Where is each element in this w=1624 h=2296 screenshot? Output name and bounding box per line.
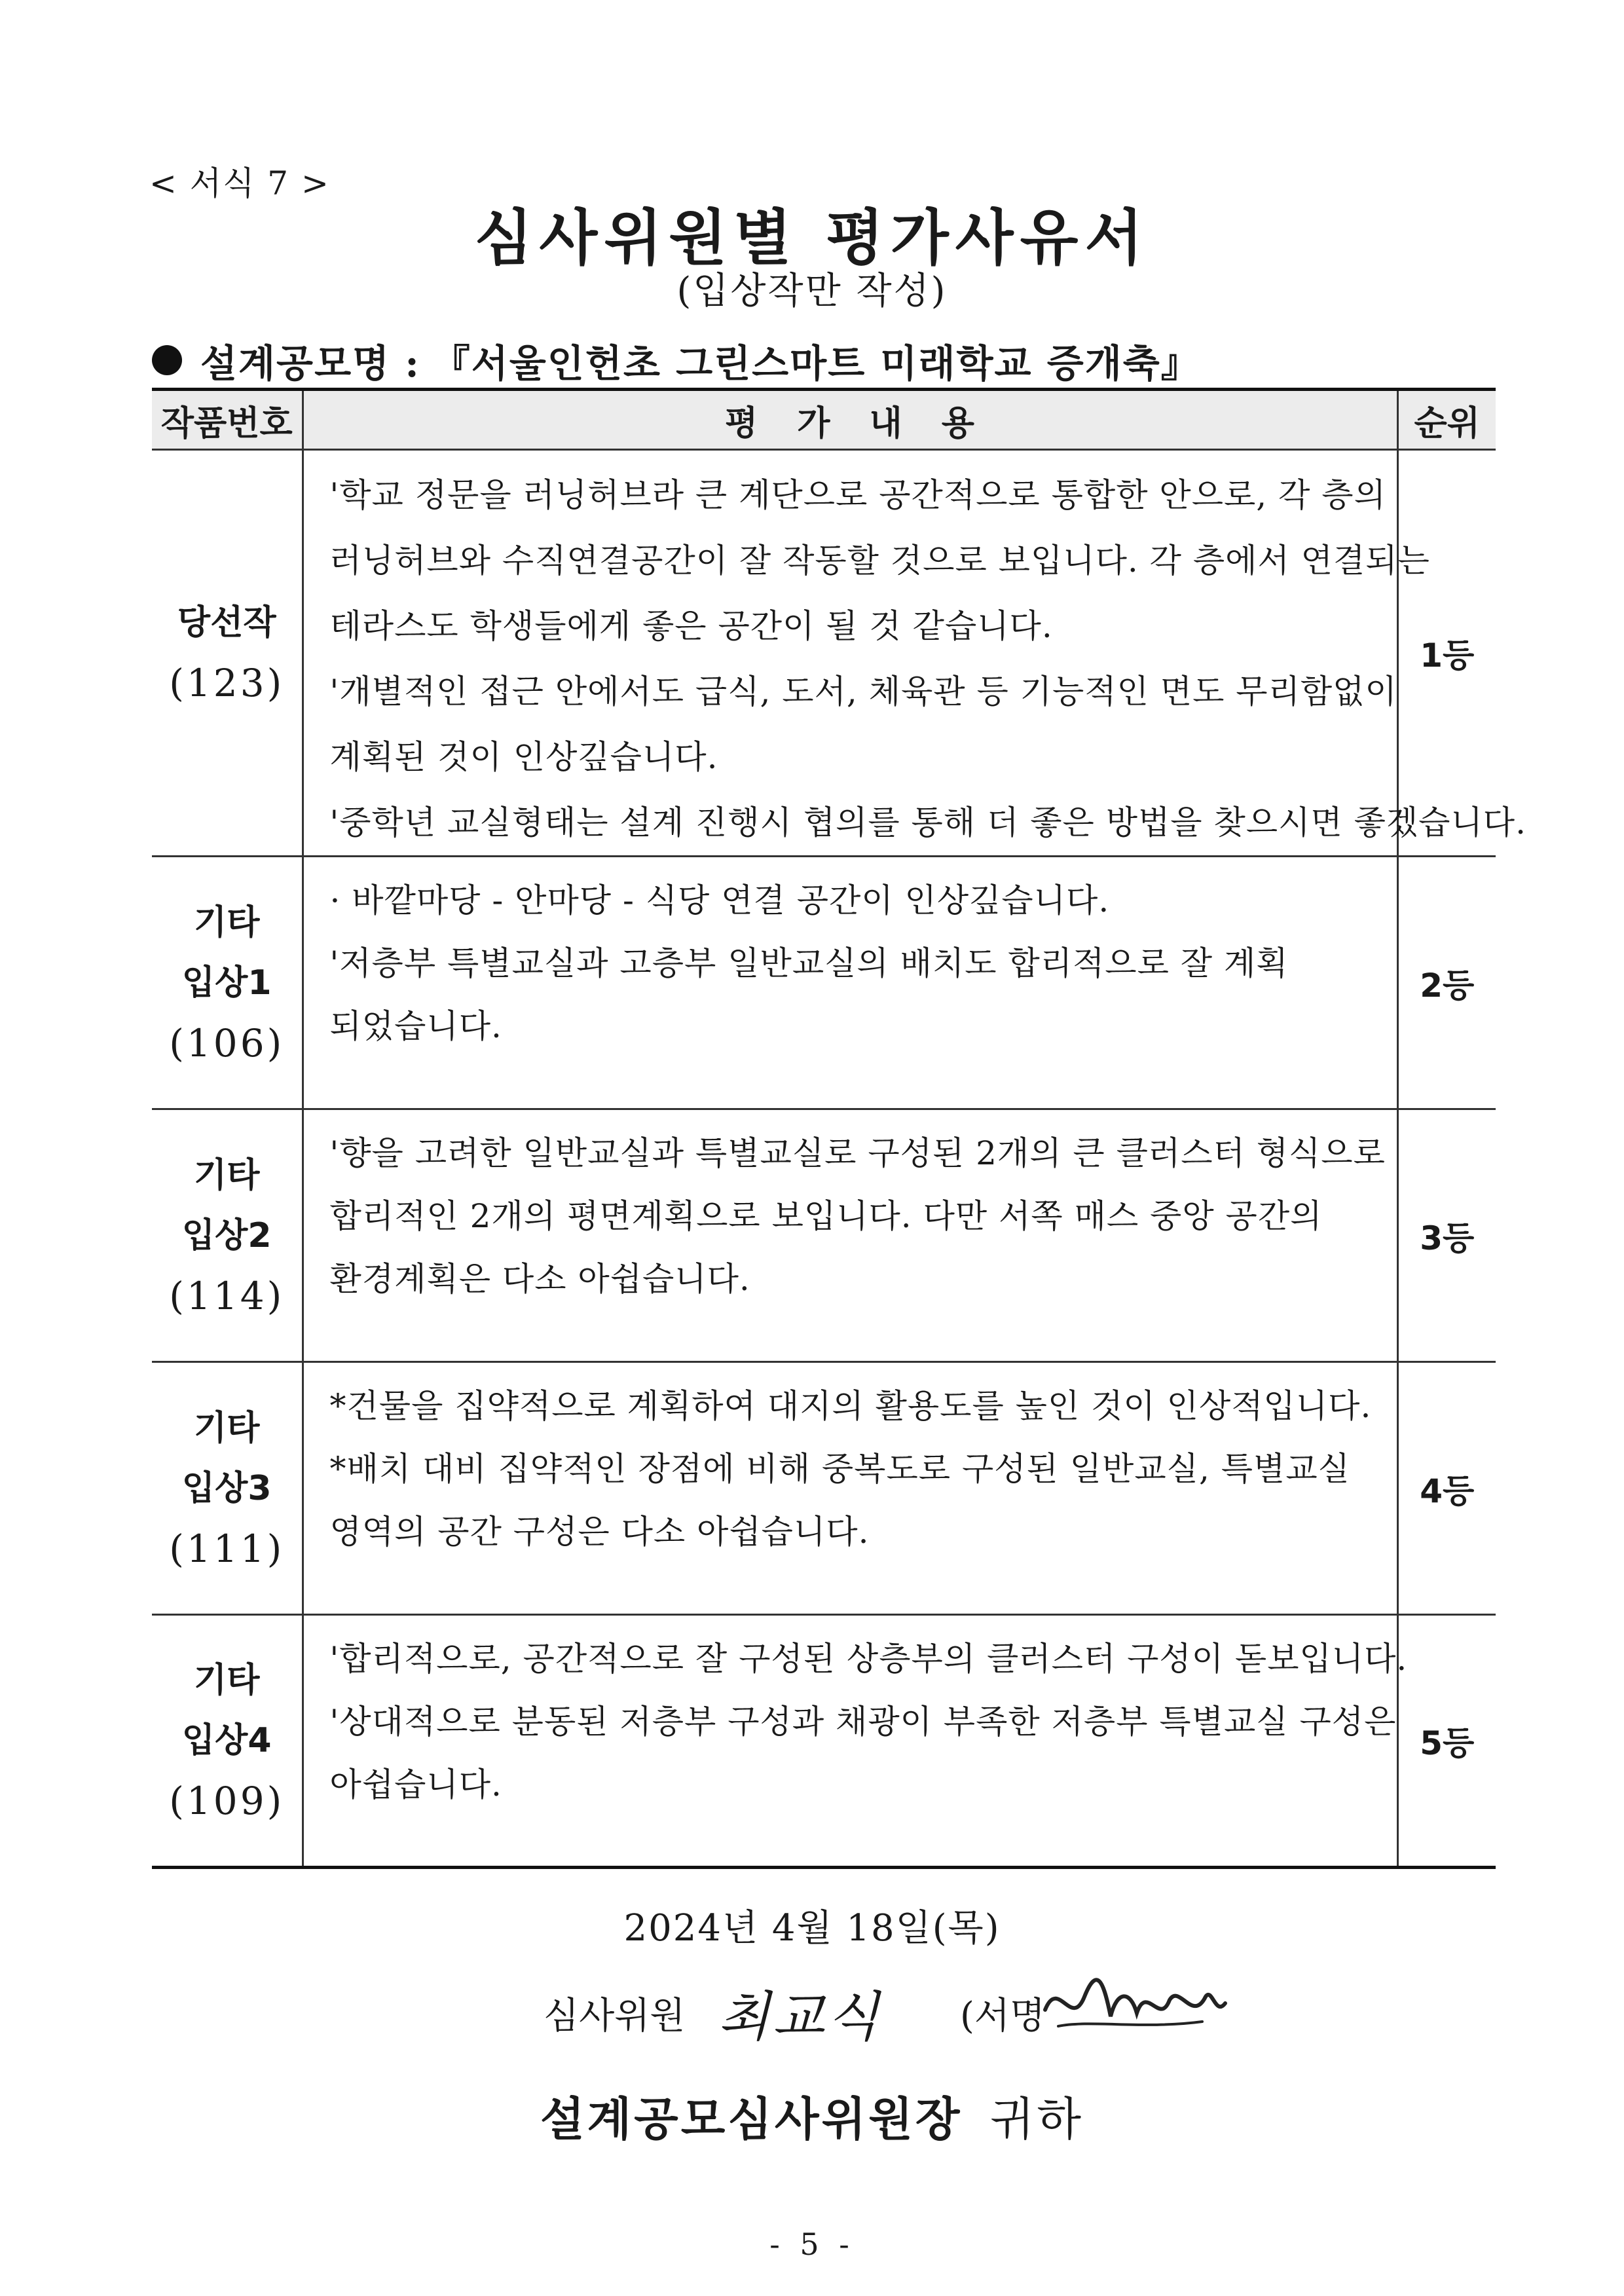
content-line: '상대적으로 분동된 저층부 구성과 채광이 부족한 저층부 특별교실 구성은	[329, 1703, 1397, 1741]
rank-cell: 2등	[1397, 857, 1496, 1109]
addressee	[0, 2083, 1624, 2149]
header-entry-no: 작품번호	[152, 390, 303, 450]
entry-number: (109)	[169, 1779, 285, 1823]
content-line: 되었습니다.	[329, 1007, 502, 1045]
entry-cell	[152, 1362, 303, 1615]
entry-cell	[152, 857, 303, 1109]
table-row	[152, 857, 1496, 1109]
sign-label: (서명	[960, 1994, 1046, 2037]
project-name: 『서울인헌초 그린스마트 미래학교 증개축』	[432, 341, 1200, 386]
content-line: 영역의 공간 구성은 다소 아쉽습니다.	[329, 1513, 870, 1551]
entry-category: 당선작	[177, 603, 276, 642]
project-label: 설계공모명 :	[200, 341, 420, 386]
table-header-row	[152, 390, 1496, 450]
entry-number: (111)	[169, 1526, 285, 1571]
addressee-main: 설계공모심사위원장	[540, 2092, 963, 2146]
rank-cell: 3등	[1397, 1109, 1496, 1362]
content-line: 계획된 것이 인상깊습니다.	[329, 738, 718, 776]
content-cell	[303, 1362, 1397, 1615]
content-line: 아쉽습니다.	[329, 1766, 502, 1804]
content-line: '향을 고려한 일반교실과 특별교실로 구성된 2개의 큰 클러스터 형식으로	[329, 1134, 1386, 1172]
rank-cell: 1등	[1397, 450, 1496, 857]
content-line: '합리적으로, 공간적으로 잘 구성된 상층부의 클러스터 구성이 돋보입니다.	[329, 1640, 1408, 1678]
content-line: '저층부 특별교실과 고층부 일반교실의 배치도 합리적으로 잘 계획	[329, 944, 1289, 982]
form-number: < 서식 7 >	[149, 164, 330, 202]
entry-subcategory: 입상4	[181, 1721, 272, 1760]
entry-subcategory: 입상1	[181, 963, 272, 1003]
content-line: *건물을 집약적으로 계획하여 대지의 활용도를 높인 것이 인상적입니다.	[329, 1387, 1372, 1425]
content-line: 환경계획은 다소 아쉽습니다.	[329, 1260, 750, 1298]
date: 2024년 4월 18일(목)	[623, 1907, 1001, 1950]
entry-number: (123)	[169, 661, 285, 705]
content-line: 러닝허브와 수직연결공간이 잘 작동할 것으로 보입니다. 각 층에서 연결되는	[329, 542, 1430, 580]
rank-cell: 5등	[1397, 1615, 1496, 1868]
header-rank: 순위	[1397, 390, 1496, 450]
content-line: · 바깥마당 - 안마당 - 식당 연결 공간이 인상깊습니다.	[329, 881, 1110, 919]
signature-mark	[1039, 1964, 1228, 2049]
content-cell	[303, 1615, 1408, 1868]
entry-cell	[152, 450, 303, 857]
entry-category: 기타	[194, 1408, 260, 1448]
content-cell	[303, 1109, 1397, 1362]
reviewer-line	[544, 1974, 1228, 2051]
content-line: 테라스도 학생들에게 좋은 공간이 될 것 같습니다.	[329, 607, 1053, 645]
page-number: - 5 -	[769, 2227, 855, 2262]
table-row	[152, 1109, 1496, 1362]
content-line: *배치 대비 집약적인 장점에 비해 중복도로 구성된 일반교실, 특별교실	[329, 1450, 1350, 1488]
document-subtitle: (입상작만 작성)	[676, 270, 948, 312]
entry-category: 기타	[194, 1155, 260, 1195]
entry-number: (114)	[169, 1273, 285, 1318]
table-row	[152, 1362, 1496, 1615]
entry-subcategory: 입상2	[181, 1215, 272, 1255]
entry-cell	[152, 1615, 303, 1868]
entry-category: 기타	[194, 1661, 260, 1700]
rank-cell: 4등	[1397, 1362, 1496, 1615]
entry-category: 기타	[194, 902, 260, 942]
reviewer-name: 최교식	[718, 1986, 882, 2048]
table-row	[152, 450, 1496, 857]
content-cell	[303, 857, 1397, 1109]
table-row	[152, 1615, 1496, 1868]
content-line: 합리적인 2개의 평면계획으로 보입니다. 다만 서쪽 매스 중앙 공간의	[329, 1197, 1323, 1235]
content-line: '개별적인 접근 안에서도 급식, 도서, 체육관 등 기능적인 면도 무리함없이	[329, 673, 1397, 711]
entry-subcategory: 입상3	[181, 1468, 272, 1508]
entry-cell	[152, 1109, 303, 1362]
reviewer-label: 심사위원	[544, 1994, 686, 2037]
addressee-suffix: 귀하	[989, 2092, 1084, 2146]
entry-number: (106)	[169, 1020, 285, 1065]
document-title: 심사위원별 평가사유서	[474, 202, 1150, 273]
evaluation-table	[152, 388, 1526, 1869]
project-line	[152, 333, 1200, 388]
content-line: '학교 정문을 러닝허브라 큰 계단으로 공간적으로 통합한 안으로, 각 층의	[329, 476, 1386, 514]
content-line: '중학년 교실형태는 설계 진행시 협의를 통해 더 좋은 방법을 찾으시면 좋겠습니다.	[329, 804, 1526, 842]
bullet-icon	[152, 345, 182, 375]
header-content: 평가내용	[303, 390, 1397, 450]
